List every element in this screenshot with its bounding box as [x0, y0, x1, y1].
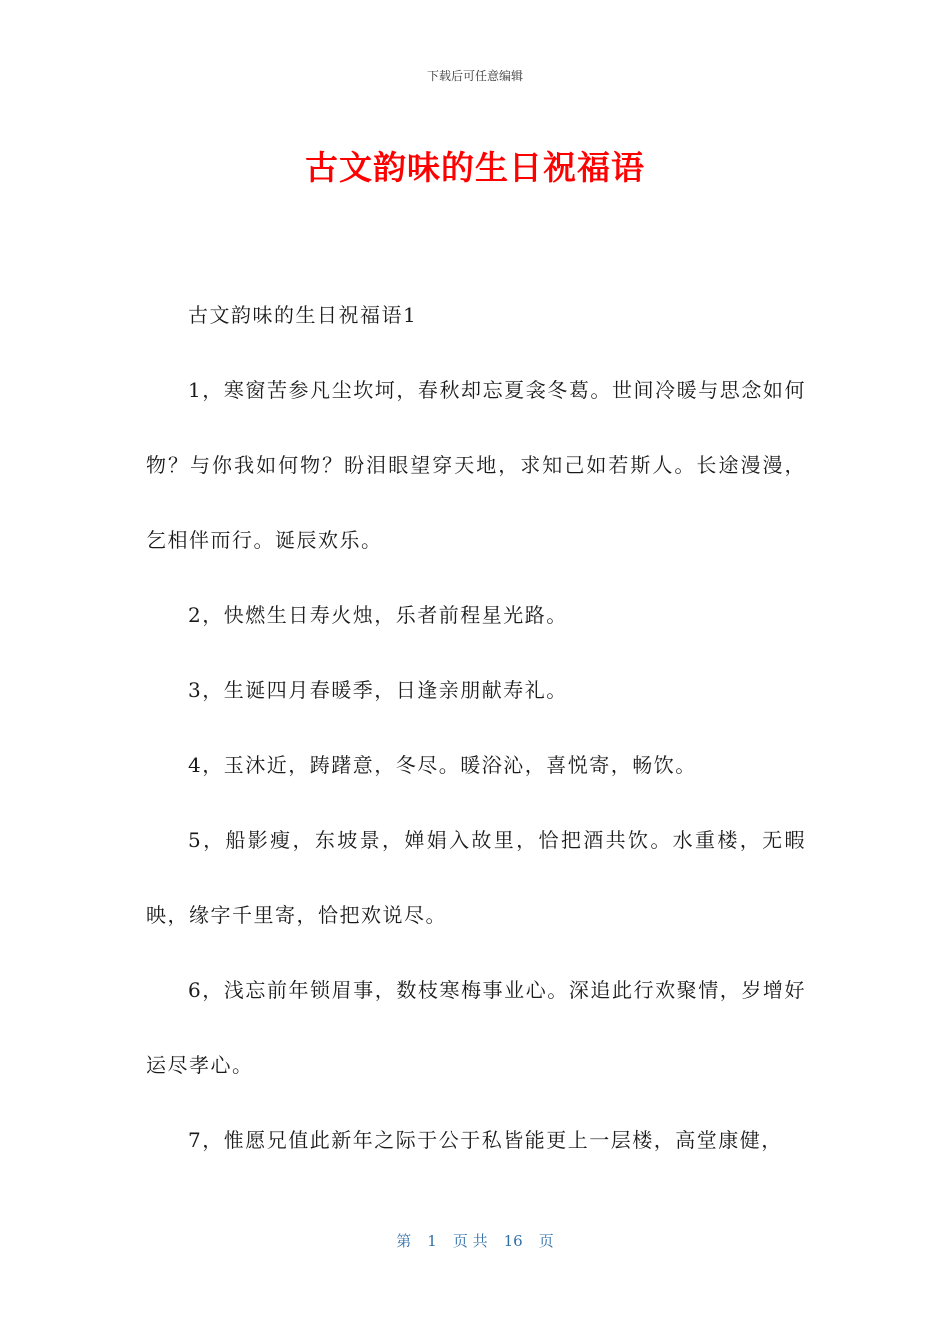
- paragraph: 5，船影瘦，东坡景，婵娟入故里，恰把酒共饮。水重楼，无暇映，缘字千里寄，恰把欢说尽。: [146, 828, 806, 927]
- footer-suffix: 页: [538, 1232, 554, 1250]
- document-body: [146, 278, 806, 1178]
- paragraph: 4，玉沐近，踌躇意，冬尽。暖浴沁，喜悦寄，畅饮。: [188, 753, 697, 777]
- paragraph: 2，快燃生日寿火烛，乐者前程星光路。: [188, 603, 568, 627]
- paragraph: 3，生诞四月春暖季，日逢亲朋献寿礼。: [188, 678, 568, 702]
- page-footer: [0, 1230, 950, 1251]
- footer-prefix: 第: [396, 1232, 412, 1250]
- total-pages-number: 16: [503, 1232, 523, 1250]
- section-heading: 古文韵味的生日祝福语1: [188, 303, 418, 327]
- paragraph: 6，浅忘前年锁眉事，数枝寒梅事业心。深追此行欢聚情，岁增好运尽孝心。: [146, 978, 806, 1077]
- current-page-number: 1: [427, 1232, 437, 1250]
- document-title: 古文韵味的生日祝福语: [305, 148, 645, 187]
- header-note: 下载后可任意编辑: [426, 69, 523, 83]
- paragraph: 7，惟愿兄值此新年之际于公于私皆能更上一层楼，高堂康健，: [188, 1128, 783, 1152]
- footer-middle: 页 共: [452, 1232, 488, 1250]
- paragraph: 1，寒窗苦参凡尘坎坷，春秋却忘夏衾冬葛。世间冷暖与思念如何物？与你我如何物？盼泪眼望穿天地，求知己如若斯人。长途漫漫，乞相伴而行。诞辰欢乐。: [146, 378, 806, 552]
